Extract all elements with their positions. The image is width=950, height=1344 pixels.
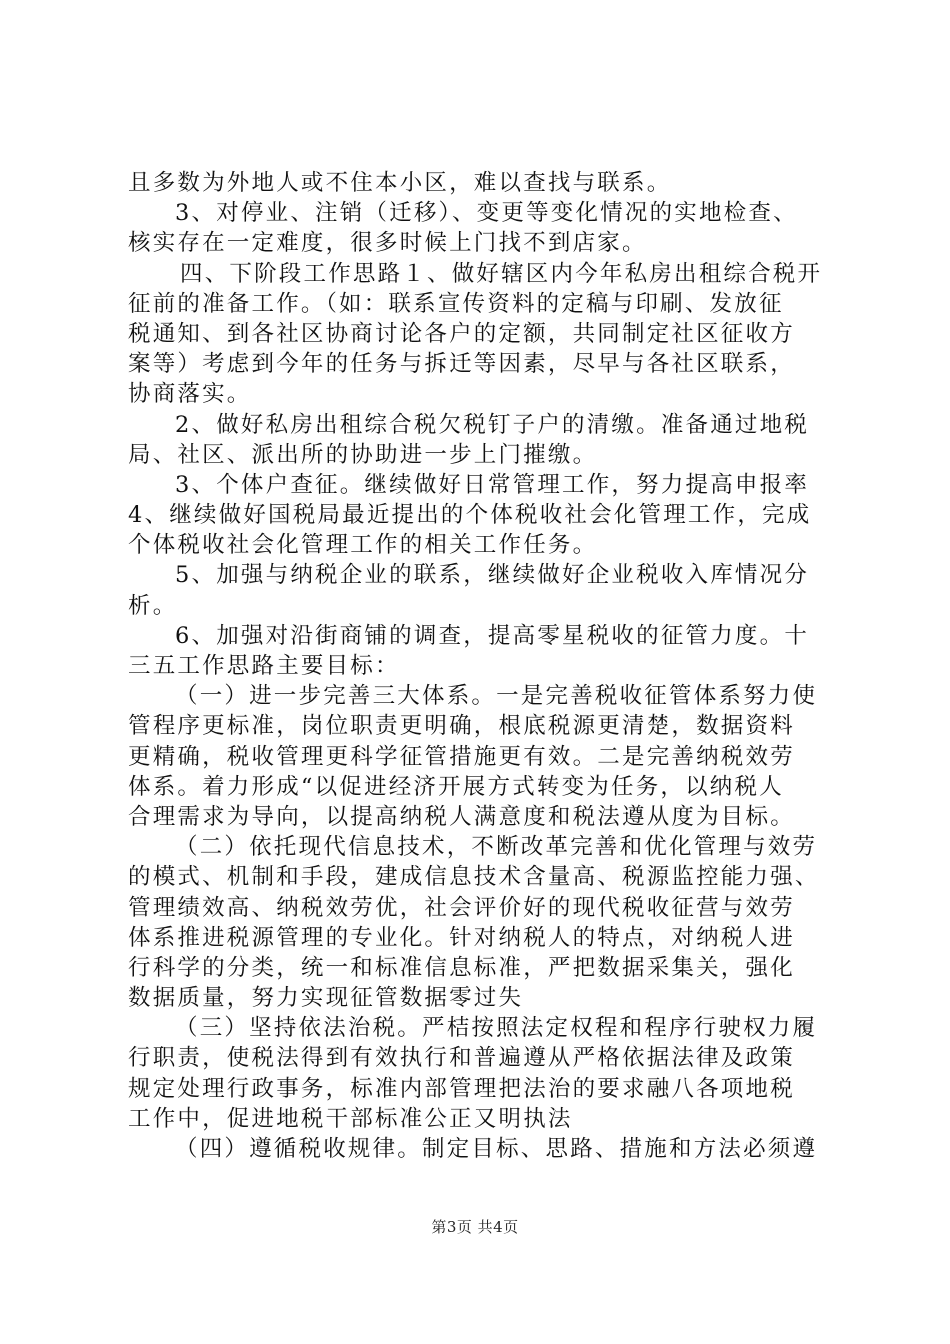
text-line: 税通知、到各社区协商讨论各户的定额，共同制定社区征收方 [128,320,795,347]
text-line: 体系推进税源管理的专业化。针对纳税人的特点，对纳税人进 [128,924,795,951]
text-line: 体系。着力形成“以促进经济开展方式转变为任务，以纳税人 [128,773,784,800]
text-line: 4、继续做好国税局最近提出的个体税收社会化管理工作，完成 [128,502,812,529]
text-line: 管理绩效高、纳税效劳优，社会评价好的现代税收征营与效劳 [128,894,795,921]
text-line: 3、个体户查征。继续做好日常管理工作，努力提高申报率 [175,471,810,498]
text-line: 管程序更标准，岗位职责更明确，根底税源更清楚，数据资料 [128,713,795,740]
text-line: 的模式、机制和手段，建成信息技术含量高、税源监控能力强、 [128,864,820,891]
text-line: 核实存在一定难度，很多时候上门找不到店家。 [128,230,647,257]
text-line: 析。 [128,592,178,619]
page-number-footer: 第3页 共4页 [431,1218,519,1236]
text-line: 更精确，税收管理更科学征管措施更有效。二是完善纳税效劳 [128,743,795,770]
text-line: 工作中，促进地税干部标准公正又明执法 [128,1105,573,1132]
text-line: 合理需求为导向，以提高纳税人满意度和税法遵从度为目标。 [128,803,795,830]
text-line: 5、加强与纳税企业的联系，继续做好企业税收入库情况分 [175,562,810,589]
text-line: 6、加强对沿街商铺的调查，提高零星税收的征管力度。十 [175,622,810,649]
document-body [128,168,840,1164]
text-line: 协商落实。 [128,381,252,408]
text-line: （三）坚持依法治税。严桔按照法定权程和程序行驶权力履 [175,1015,818,1042]
text-line: （一）进一步完善三大体系。一是完善税收征管体系努力使 [175,683,818,710]
text-line: 三五工作思路主要目标： [128,653,400,679]
text-line: （二）依托现代信息技术，不断改革完善和优化管理与效劳 [175,834,818,861]
text-line: 局、社区、派出所的协助进一步上门摧缴。 [128,441,598,468]
text-line: 且多数为外地人或不住本小区，难以查找与联系。 [128,170,672,196]
text-line: 案等）考虑到今年的任务与拆迁等因素，尽早与各社区联系， [128,351,795,378]
text-line: 征前的准备工作。（如：联系宣传资料的定稿与印刷、发放征 [128,290,784,317]
text-line: 行职责，使税法得到有效执行和普遍遵从严格依据法律及政策 [128,1045,795,1072]
text-line: 四、下阶段工作思路１、做好辖区内今年私房出租综合税开 [180,260,823,287]
text-line: 规定处理行政事务，标准内部管理把法治的要求融八各项地税 [128,1075,795,1102]
text-line: （四）遵循税收规律。制定目标、思路、措施和方法必须遵 [175,1136,818,1162]
text-line: 行科学的分类，统一和标准信息标准，严把数据采集关，强化 [128,954,795,981]
text-line: 个体税收社会化管理工作的相关工作任务。 [128,532,598,559]
text-line: 数据质量，努力实现征管数据零过失 [128,985,524,1012]
text-line: 2、做好私房出租综合税欠税钉子户的清缴。准备通过地税 [175,411,810,438]
text-line: 3、对停业、注销（迁移）、变更等变化情况的实地检查、 [175,200,798,227]
